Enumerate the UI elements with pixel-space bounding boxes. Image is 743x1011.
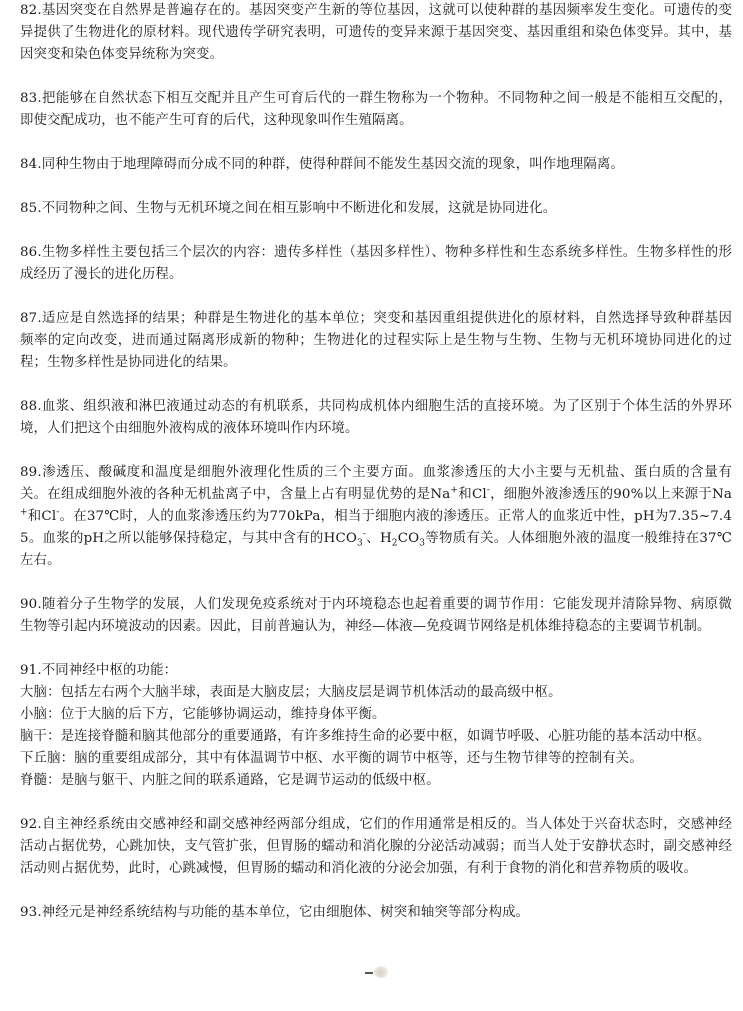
p89-sub-2: 2 (391, 538, 398, 549)
p89-sub-1: 3 (357, 538, 363, 549)
paragraph-91 (20, 660, 732, 792)
p89-text-7: CO (397, 531, 420, 546)
p89-text-8: 等物质有关。人体细胞外液的温度一般维持在37℃左右。 (20, 531, 732, 568)
p89-sup-3: + (20, 507, 28, 518)
page-footer-dash (365, 972, 373, 974)
paragraph-82: 82.基因突变在自然界是普遍存在的。基因突变产生新的等位基因，这就可以使种群的基因频率发生变化。可遗传的变异提供了生物进化的原材料。现代遗传学研究表明，可遗传的变异来源于基因突变、基因重组和染色体变异。其中，基因突变和染色体变异统称为突变。 (20, 3, 732, 62)
document-page (20, 0, 732, 946)
p89-text-1: 89.渗透压、酸碱度和温度是细胞外液理化性质的三个主要方面。血浆渗透压的大小主要与无机盐、蛋白质的含量有关。在组成细胞外液的各种无机盐离子中，含量上占有明显优势的是Na (20, 465, 732, 502)
paragraph-83: 83.把能够在自然状态下相互交配并且产生可育后代的一群生物称为一个物种。不同物种之间一般是不能相互交配的，即使交配成功，也不能产生可育的后代，这种现象叫作生殖隔离。 (20, 91, 732, 128)
p89-text-4: 和Cl (27, 509, 57, 524)
paragraph-88: 88.血浆、组织液和淋巴液通过动态的有机联系，共同构成机体内细胞生活的直接环境。为了区别于个体生活的外界环境，人们把这个由细胞外液构成的液体环境叫作内环境。 (20, 399, 732, 436)
paragraph-87: 87.适应是自然选择的结果；种群是生物进化的基本单位；突变和基因重组提供进化的原材料，自然选择导致种群基因频率的定向改变，进而通过隔离形成新的物种；生物进化的过程实际上是生物与生物、生物与无机环境协同进化的过程；生物多样性是协同进化的结果。 (20, 311, 732, 370)
p89-sup-4: - (56, 507, 60, 518)
paragraph-89 (20, 462, 732, 572)
paragraph-84: 84.同种生物由于地理障碍而分成不同的种群，使得种群间不能发生基因交流的现象，叫作地理隔离。 (20, 157, 624, 172)
page-footer-mark-icon (374, 966, 388, 978)
paragraph-90: 90.随着分子生物学的发展，人们发现免疫系统对于内环境稳态也起着重要的调节作用：它能发现并清除异物、病原微生物等引起内环境波动的因素。因此，目前普遍认为，神经—体液—免疫调节网络是机体维持稳态的主要调节机制。 (20, 597, 732, 634)
paragraph-85: 85.不同物种之间、生物与无机环境之间在相互影响中不断进化和发展，这就是协同进化。 (20, 201, 557, 216)
p89-text-6: 、H (366, 531, 392, 546)
paragraph-92: 92.自主神经系统由交感神经和副交感神经两部分组成，它们的作用通常是相反的。当人体处于兴奋状态时，交感神经活动占据优势，心跳加快，支气管扩张，但胃肠的蠕动和消化腺的分泌活动减弱；而当人处于安静状态时，副交感神经活动则占据优势，此时，心跳减慢，但胃肠的蠕动和消化液的分泌会加强，有利于食物的消化和营养物质的吸收。 (20, 817, 732, 876)
p89-sup-2: - (486, 485, 490, 496)
p89-text-2: 和Cl (458, 487, 487, 502)
p89-sup-1: + (450, 485, 459, 496)
p91-title: 91.不同神经中枢的功能： (20, 663, 178, 678)
p91-item-cerebrum: 大脑：包括左右两个大脑半球，表面是大脑皮层；大脑皮层是调节机体活动的最高级中枢。 (20, 685, 562, 700)
paragraph-93: 93.神经元是神经系统结构与功能的基本单位，它由细胞体、树突和轴突等部分构成。 (20, 905, 530, 920)
p89-sub-3: 3 (419, 538, 426, 549)
paragraph-86: 86.生物多样性主要包括三个层次的内容：遗传多样性（基因多样性）、物种多样性和生态系统多样性。生物多样性的形成经历了漫长的进化历程。 (20, 245, 732, 282)
p89-text-5: 。在37℃时，人的血浆渗透压约为770kPa，相当于细胞内液的渗透压。正常人的血浆近中性，pH为7.35~7.45。血浆的pH之所以能够保持稳定，与其中含有的HCO (20, 509, 732, 546)
p89-sup-5: - (362, 529, 367, 540)
p91-item-hypothalamus: 下丘脑：脑的重要组成部分，其中有体温调节中枢、水平衡的调节中枢等，还与生物节律等的控制有关。 (20, 751, 643, 766)
p91-item-cerebellum: 小脑：位于大脑的后下方，它能够协调运动，维持身体平衡。 (20, 707, 386, 722)
p91-item-brainstem: 脑干：是连接脊髓和脑其他部分的重要通路，有许多维持生命的必要中枢，如调节呼吸、心脏功能的基本活动中枢。 (20, 729, 711, 744)
p89-text-3: ，细胞外液渗透压的90%以上来源于Na (489, 487, 733, 502)
p91-item-spinal-cord: 脊髓：是脑与躯干、内脏之间的联系通路，它是调节运动的低级中枢。 (20, 773, 440, 788)
